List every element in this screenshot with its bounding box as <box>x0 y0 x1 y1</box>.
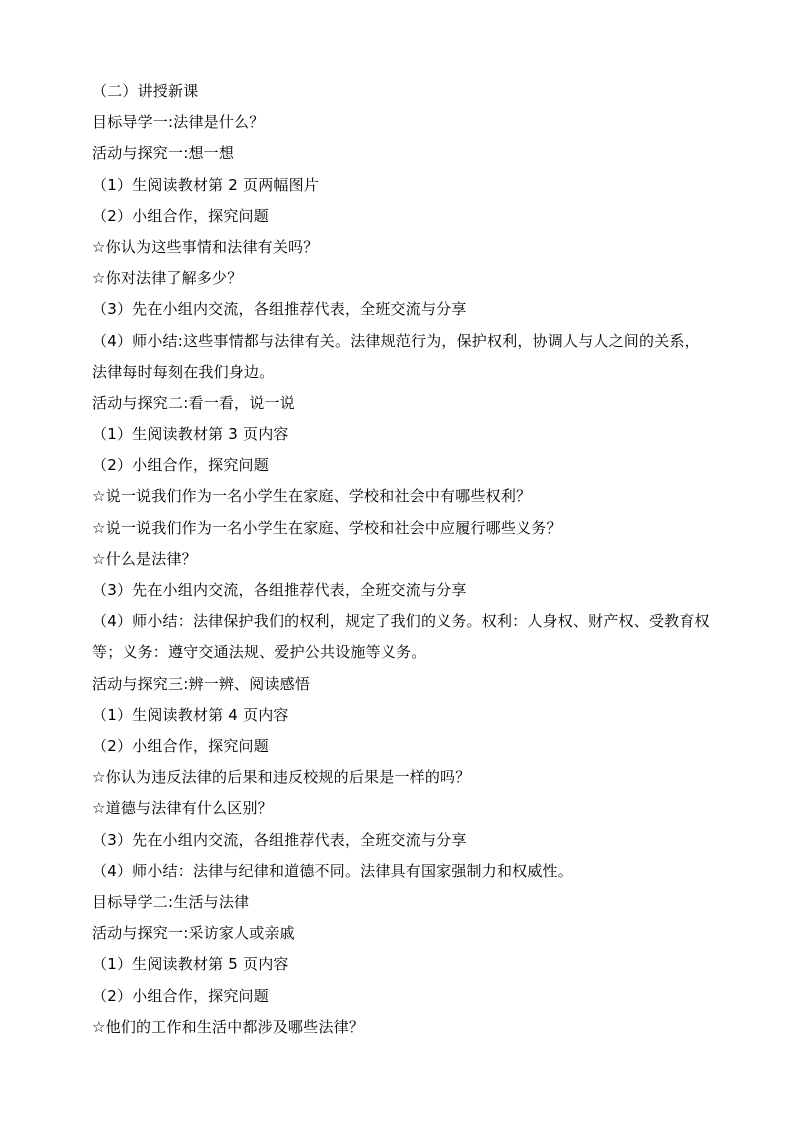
step-line: （3）先在小组内交流，各组推荐代表，全班交流与分享 <box>92 830 467 849</box>
activity-heading: 活动与探究一:想一想 <box>92 144 235 163</box>
step-line: （1）生阅读教材第 3 页内容 <box>92 425 289 444</box>
question-line: ☆什么是法律？ <box>92 549 197 568</box>
question-line: ☆说一说我们作为一名小学生在家庭、学校和社会中有哪些权利？ <box>92 487 532 506</box>
question-line: ☆道德与法律有什么区别？ <box>92 799 273 818</box>
activity-heading: 活动与探究一:采访家人或亲戚 <box>92 924 295 943</box>
step-line: （2）小组合作，探究问题 <box>92 737 269 755</box>
step-line: （2）小组合作，探究问题 <box>92 456 269 475</box>
document-body <box>92 76 712 1043</box>
section-heading: （二）讲授新课 <box>92 82 199 100</box>
question-line: ☆他们的工作和生活中都涉及哪些法律？ <box>92 1017 365 1036</box>
summary-line: （4）师小结：法律与纪律和道德不同。法律具有国家强制力和权威性。 <box>92 861 573 880</box>
step-line: （3）先在小组内交流，各组推荐代表，全班交流与分享 <box>92 581 467 600</box>
question-line: ☆你认为违反法律的后果和违反校规的后果是一样的吗？ <box>92 768 471 787</box>
summary-paragraph: （4）师小结：法律保护我们的权利，规定了我们的义务。权利：人身权、财产权、受教育权等；义务：遵守交通法规、爱护公共设施等义务。 <box>92 612 710 662</box>
question-line: ☆说一说我们作为一名小学生在家庭、学校和社会中应履行哪些义务？ <box>92 518 562 537</box>
step-line: （2）小组合作，探究问题 <box>92 206 269 225</box>
step-line: （1）生阅读教材第 5 页内容 <box>92 955 289 974</box>
step-line: （3）先在小组内交流，各组推荐代表，全班交流与分享 <box>92 300 467 319</box>
objective-heading: 目标导学二:生活与法律 <box>92 892 250 911</box>
question-line: ☆你对法律了解多少？ <box>92 269 243 288</box>
activity-heading: 活动与探究三:辨一辨、阅读感悟 <box>92 674 311 693</box>
activity-heading: 活动与探究二:看一看，说一说 <box>92 393 295 412</box>
question-line: ☆你认为这些事情和法律有关吗？ <box>92 237 319 256</box>
step-line: （2）小组合作，探究问题 <box>92 986 269 1005</box>
objective-heading: 目标导学一:法律是什么？ <box>92 113 265 132</box>
step-line: （1）生阅读教材第 2 页两幅图片 <box>92 175 320 194</box>
step-line: （1）生阅读教材第 4 页内容 <box>92 705 289 724</box>
summary-paragraph: （4）师小结:这些事情都与法律有关。法律规范行为，保护权利，协调人与人之间的关系，法律每时每刻在我们身边。 <box>92 331 700 381</box>
